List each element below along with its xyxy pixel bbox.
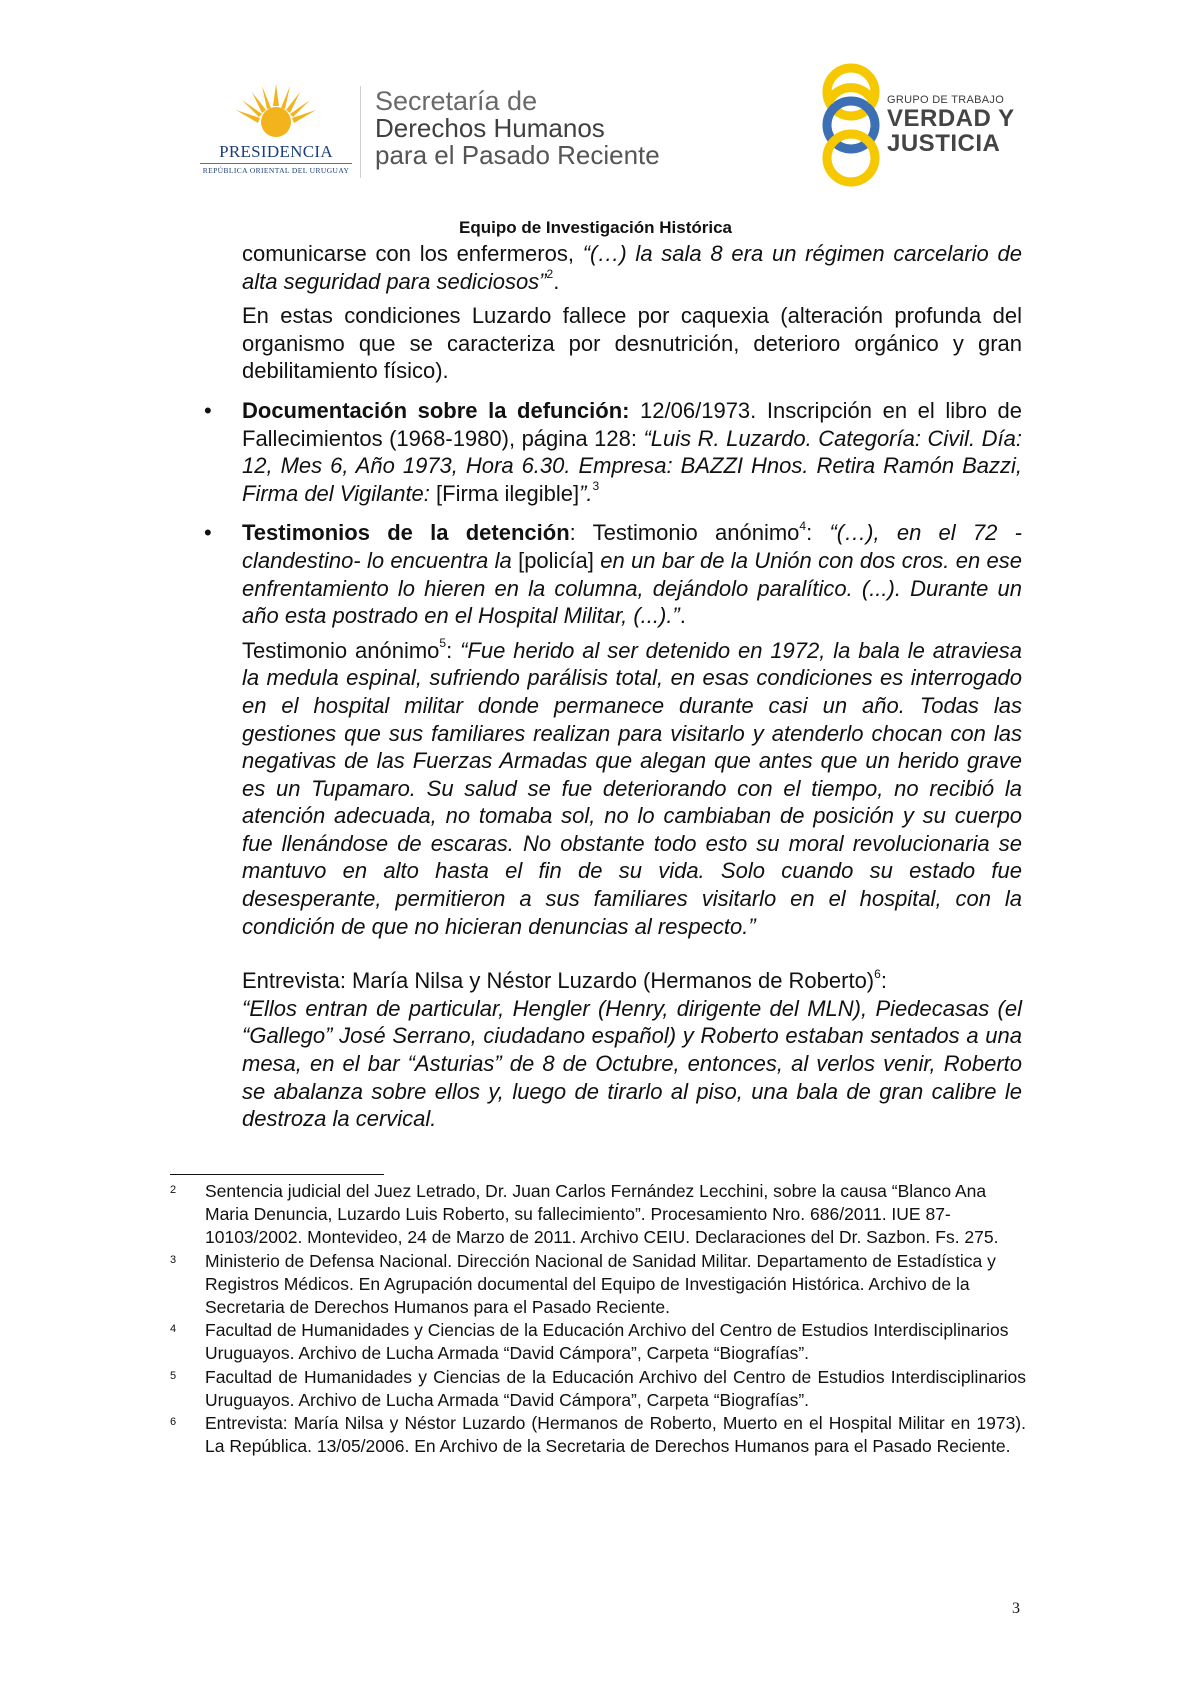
paragraph-entrevista-lead [242,967,1022,995]
paragraph-sala-8 [242,240,1022,295]
footnote-text: Ministerio de Defensa Nacional. Dirección Nacional de Sanidad Militar. Departamento de Estadística y Registros Médicos. En Agrupación documental del Equipo de Investigación Histórica. Archivo de la Secretaria de Derechos Humanos para el Pasado Reciente. [205,1250,996,1318]
footnote-number: 2 [170,1184,177,1196]
bullet-2-label: Testimonios de la detención [242,520,570,546]
p1-text: comunicarse con los enfermeros, [242,241,583,266]
footnote-text: Facultad de Humanidades y Ciencias de la Educación Archivo del Centro de Estudios Interdisciplinarios Uruguayos. Archivo de Lucha Armada “David Cámpora”, Carpeta “Biografías”. [205,1366,1026,1410]
footnote-ref-3[interactable]: 3 [592,479,600,494]
bullet-1-quote: “Luis R. Luzardo. Categoría: Civil. Día: 12, Mes 6, Año 1973, Hora 6.30. Empresa: BAZZI Hnos. Retira Ramón Bazzi, Firma del Vigilante: [242,425,1022,506]
entrevista-quote: “Ellos entran de particular, Hengler (Henry, dirigente del MLN), Piedecasas (el “Gallego” José Serrano, ciudadano español) y Roberto estaban sentados a una mesa, en el bar “Asturias” de 8 de Octubre, entonces, al verlos venir, Roberto se abalanza sobre ellos y, luego de tirarlo al piso, una bala de gran calibre le destroza la cervical. [242,995,1022,1132]
presidencia-logo [196,82,356,178]
footnote-separator [170,1174,384,1175]
bullet-2-bracket: [policía] [511,547,601,573]
paragraph-caquexia: En estas condiciones Luzardo fallece por caquexia (alteración profunda del organismo que se caracteriza por desnutrición, deterioro orgánico y gran debilitamiento físico). [242,303,1022,384]
bullet-1-quote-end: ”. [579,480,593,506]
testimonio-2-lead: Testimonio anónimo [242,637,440,663]
entrevista-lead: Entrevista: María Nilsa y Néstor Luzardo (Hermanos de Roberto) [242,968,875,994]
bullet-dot: • [204,520,212,546]
gtvj-line-2: VERDAD Y [887,105,1015,132]
gtvj-line-3: JUSTICIA [887,130,1001,157]
p1-end: . [553,268,560,294]
footnote-text: Sentencia judicial del Juez Letrado, Dr. Juan Carlos Fernández Lecchini, sobre la causa “Blanco Ana Maria Denuncia, Luzardo Luis Roberto, su fallecimiento”. Procesamiento Nro. 686/2011. IUE 87-10103/2002. Montevideo, 24 de Marzo de 2011. Archivo CEIU. Declaraciones del Dr. Sazbon. Fs. 275. [205,1181,999,1248]
p1-quote: “(…) la sala 8 era un régimen carcelario de alta seguridad para sediciosos” [242,241,1023,294]
footnote-4 [170,1319,1026,1365]
bullet-1-label: Documentación sobre la defunción: [242,397,630,423]
paragraph-testimonio-2 [242,637,1022,941]
secretaria-line-1: Secretaría de [375,86,538,116]
gtvj-line-1: GRUPO DE TRABAJO [887,94,1005,106]
bullet-2-quote-b: en un bar de la Unión con dos cros. en ese enfrentamiento lo hieren en la columna, dejándolo paralítico. (...). Durante un año esta postrado en el Hospital Militar, (...).” [242,547,1023,629]
bullet-2-end: . [679,603,686,629]
footnote-6 [170,1412,1026,1458]
bullet-2-text: : Testimonio anónimo [569,520,800,546]
footnote-5 [170,1366,1026,1412]
footnote-text: Facultad de Humanidades y Ciencias de la Educación Archivo del Centro de Estudios Interdisciplinarios Uruguayos. Archivo de Lucha Armada “David Cámpora”, Carpeta “Biografías”. [205,1320,1009,1364]
paragraph-entrevista-quote [242,995,1022,1133]
footnote-number: 6 [170,1416,177,1429]
bullet-2-colon: : [806,520,830,546]
footnote-2 [170,1180,1026,1250]
testimonio-2-quote: “Fue herido al ser detenido en 1972, la bala le atraviesa la medula espinal, sufriendo parálisis total, en esas condiciones es interrogado en el hospital militar donde permanece durante casi un año. Todas las gestiones que sus familiares realizan para visitarlo y atenderlo chocan con las negativas de las Fuerzas Armadas que alegan que antes que un herido grave es un Tupamaro. Su salud se fue deteriorando con el tiempo, no recibió la atención adecuada, no tomaba sol, no lo cambiaban de posición y su cuerpo fue llenándose de escaras. No obstante todo esto su moral revolucionaria se mantuvo en alto hasta el fin de su vida. Solo cuando su estado fue desesperante, permitieron a sus familiares visitarlo en el hospital, con la condición de que no hicieran denuncias al respecto.” [242,637,1022,939]
presidencia-subtitle: REPÚBLICA ORIENTAL DEL URUGUAY [202,166,350,175]
document-body [204,240,1023,1133]
page-number: 3 [1012,1600,1020,1617]
verdad-justicia-text [887,94,1015,156]
footnote-number: 5 [170,1369,177,1382]
presidencia-rule [200,163,352,164]
bullet-2-quote-a: “(…), en el 72 -clandestino- lo encuentra la [242,520,1022,573]
footnote-ref-6[interactable]: 6 [874,966,881,981]
bullet-dot: • [204,397,212,423]
team-heading: Equipo de Investigación Histórica [459,218,732,237]
secretaria-line-3: para el Pasado Reciente [375,140,660,170]
secretaria-logo-text [375,88,715,169]
footnote-ref-5[interactable]: 5 [439,636,447,651]
bullet-1-bracket: [Firma ilegible] [429,480,580,506]
bullet-1-text: 12/06/1973. Inscripción en el libro de Fallecimientos (1968-1980), página 128: [242,397,1022,451]
header-divider [360,86,361,178]
sun-emblem-icon [232,82,320,144]
footnote-number: 3 [170,1253,177,1266]
bullet-testimonios [204,519,1023,629]
footnote-ref-4[interactable]: 4 [799,519,807,534]
footnote-text: Entrevista: María Nilsa y Néstor Luzardo (Hermanos de Roberto, Muerto en el Hospital Militar en 1973). La República. 13/05/2006. En Archivo de la Secretaria de Derechos Humanos para el Pasado Reciente. [205,1413,1026,1457]
verdad-justicia-logo [815,62,1035,188]
presidencia-word: PRESIDENCIA [219,142,333,161]
secretaria-line-2: Derechos Humanos [375,113,605,143]
footnotes [170,1180,1026,1458]
testimonio-2-colon: : [446,637,461,663]
footnote-3 [170,1250,1026,1320]
bullet-documentacion [204,397,1022,507]
entrevista-colon: : [880,968,887,994]
footnote-number: 4 [170,1323,177,1336]
interlocked-rings-icon [815,62,887,188]
footnote-ref-2[interactable]: 2 [546,267,554,282]
